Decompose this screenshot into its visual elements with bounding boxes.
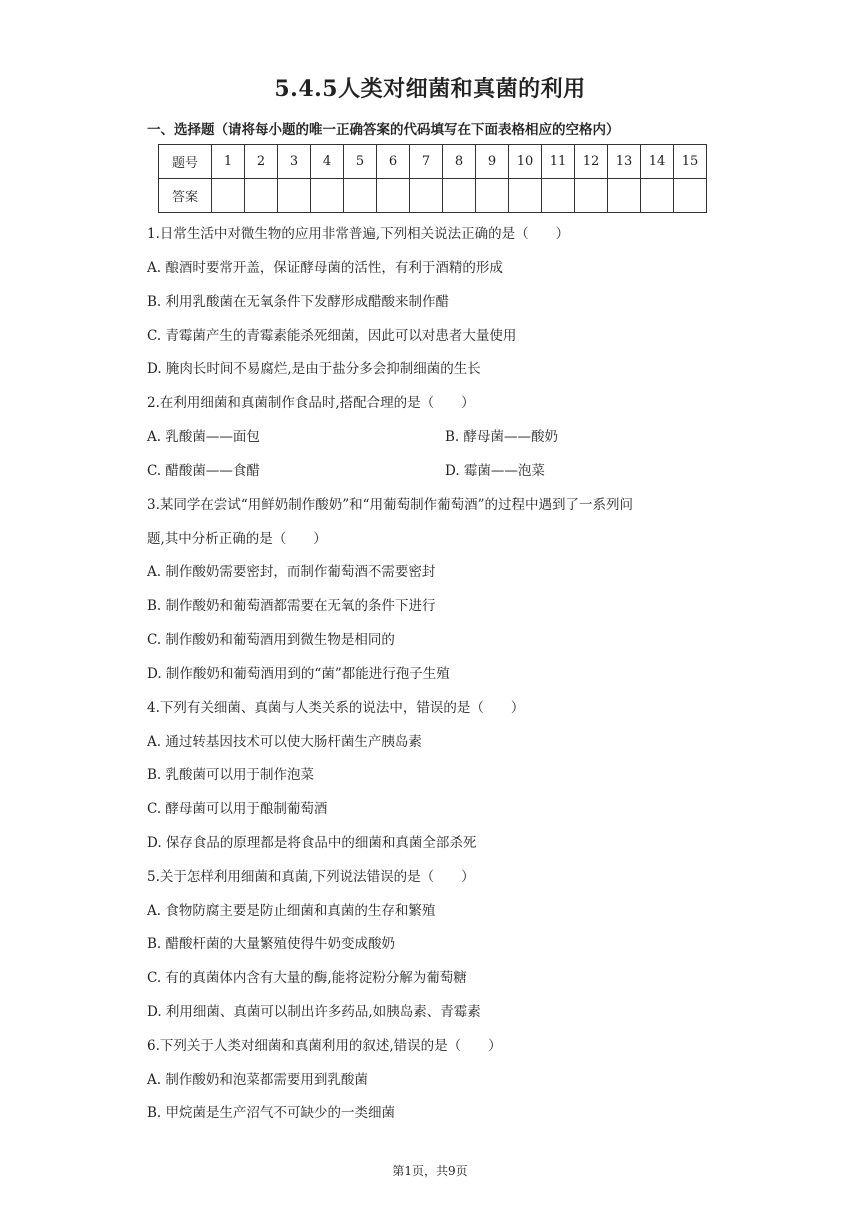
option-b: B. 甲烷菌是生产沼气不可缺少的一类细菌: [147, 1105, 396, 1121]
option-d: D. 霉菌——泡菜: [445, 463, 545, 479]
option-b: B. 利用乳酸菌在无氧条件下发酵形成醋酸来制作醋: [147, 294, 450, 310]
question-stem: 5.关于怎样利用细菌和真菌,下列说法错误的是（ ）: [147, 869, 475, 885]
page-number: 第1页，共9页: [392, 1164, 468, 1178]
table-header-answer: 答案: [159, 179, 212, 213]
option-b: B. 乳酸菌可以用于制作泡菜: [147, 767, 315, 783]
answer-cell[interactable]: [245, 179, 278, 213]
table-cell-number: 10: [509, 145, 542, 179]
answer-cell[interactable]: [377, 179, 410, 213]
answer-cell[interactable]: [311, 179, 344, 213]
table-cell-number: 12: [575, 145, 608, 179]
option-a: A. 食物防腐主要是防止细菌和真菌的生存和繁殖: [147, 903, 436, 919]
answer-cell[interactable]: [608, 179, 641, 213]
section-heading: 一、选择题（请将每小题的唯一正确答案的代码填写在下面表格相应的空格内）: [147, 122, 620, 138]
option-d: D. 腌肉长时间不易腐烂,是由于盐分多会抑制细菌的生长: [147, 361, 481, 377]
answer-cell[interactable]: [476, 179, 509, 213]
table-cell-number: 3: [278, 145, 311, 179]
table-cell-number: 5: [344, 145, 377, 179]
table-cell-number: 8: [443, 145, 476, 179]
question-stem: 3.某同学在尝试“用鲜奶制作酸奶”和“用葡萄制作葡萄酒”的过程中遇到了一系列问: [147, 497, 633, 513]
answer-cell[interactable]: [509, 179, 542, 213]
option-b: B. 酵母菌——酸奶: [445, 429, 559, 445]
option-d: D. 利用细菌、真菌可以制出许多药品,如胰岛素、青霉素: [147, 1004, 481, 1020]
option-c: C. 制作酸奶和葡萄酒用到微生物是相同的: [147, 632, 395, 648]
answer-cell[interactable]: [443, 179, 476, 213]
table-cell-number: 1: [212, 145, 245, 179]
table-row-numbers: [159, 145, 707, 179]
question-stem-continued: 题,其中分析正确的是（ ）: [147, 531, 327, 547]
option-c: C. 青霉菌产生的青霉素能杀死细菌，因此可以对患者大量使用: [147, 328, 517, 344]
table-cell-number: 6: [377, 145, 410, 179]
table-cell-number: 14: [641, 145, 674, 179]
option-c: C. 有的真菌体内含有大量的酶,能将淀粉分解为葡萄糖: [147, 970, 467, 986]
option-a: A. 通过转基因技术可以使大肠杆菌生产胰岛素: [147, 734, 422, 750]
answer-cell[interactable]: [575, 179, 608, 213]
option-a: A. 制作酸奶需要密封，而制作葡萄酒不需要密封: [147, 564, 436, 580]
option-d: D. 保存食品的原理都是将食品中的细菌和真菌全部杀死: [147, 835, 477, 851]
answer-cell[interactable]: [212, 179, 245, 213]
table-cell-number: 9: [476, 145, 509, 179]
table-row-answers: [159, 179, 707, 213]
table-cell-number: 11: [542, 145, 575, 179]
question-stem: 2.在利用细菌和真菌制作食品时,搭配合理的是（ ）: [147, 395, 475, 411]
table-cell-number: 4: [311, 145, 344, 179]
question-stem: 6.下列关于人类对细菌和真菌利用的叙述,错误的是（ ）: [147, 1038, 502, 1054]
answer-cell[interactable]: [410, 179, 443, 213]
table-cell-number: 2: [245, 145, 278, 179]
answer-cell[interactable]: [344, 179, 377, 213]
answer-cell[interactable]: [542, 179, 575, 213]
option-a: A. 酿酒时要常开盖，保证酵母菌的活性，有利于酒精的形成: [147, 260, 503, 276]
table-cell-number: 15: [674, 145, 707, 179]
option-d: D. 制作酸奶和葡萄酒用到的“菌”都能进行孢子生殖: [147, 666, 450, 682]
table-cell-number: 7: [410, 145, 443, 179]
page-title: 5.4.5人类对细菌和真菌的利用: [274, 76, 586, 102]
option-b: B. 醋酸杆菌的大量繁殖使得牛奶变成酸奶: [147, 936, 396, 952]
table-header-question-number: 题号: [159, 145, 212, 179]
answer-table: [158, 144, 707, 213]
option-a: A. 乳酸菌——面包: [147, 429, 260, 445]
answer-cell[interactable]: [674, 179, 707, 213]
option-b: B. 制作酸奶和葡萄酒都需要在无氧的条件下进行: [147, 598, 436, 614]
answer-cell[interactable]: [641, 179, 674, 213]
option-a: A. 制作酸奶和泡菜都需要用到乳酸菌: [147, 1072, 368, 1088]
option-c: C. 酵母菌可以用于酿制葡萄酒: [147, 801, 328, 817]
table-cell-number: 13: [608, 145, 641, 179]
option-c: C. 醋酸菌——食醋: [147, 463, 260, 479]
question-stem: 4.下列有关细菌、真菌与人类关系的说法中，错误的是（ ）: [147, 700, 525, 716]
answer-cell[interactable]: [278, 179, 311, 213]
question-stem: 1.日常生活中对微生物的应用非常普遍,下列相关说法正确的是（ ）: [147, 226, 570, 242]
